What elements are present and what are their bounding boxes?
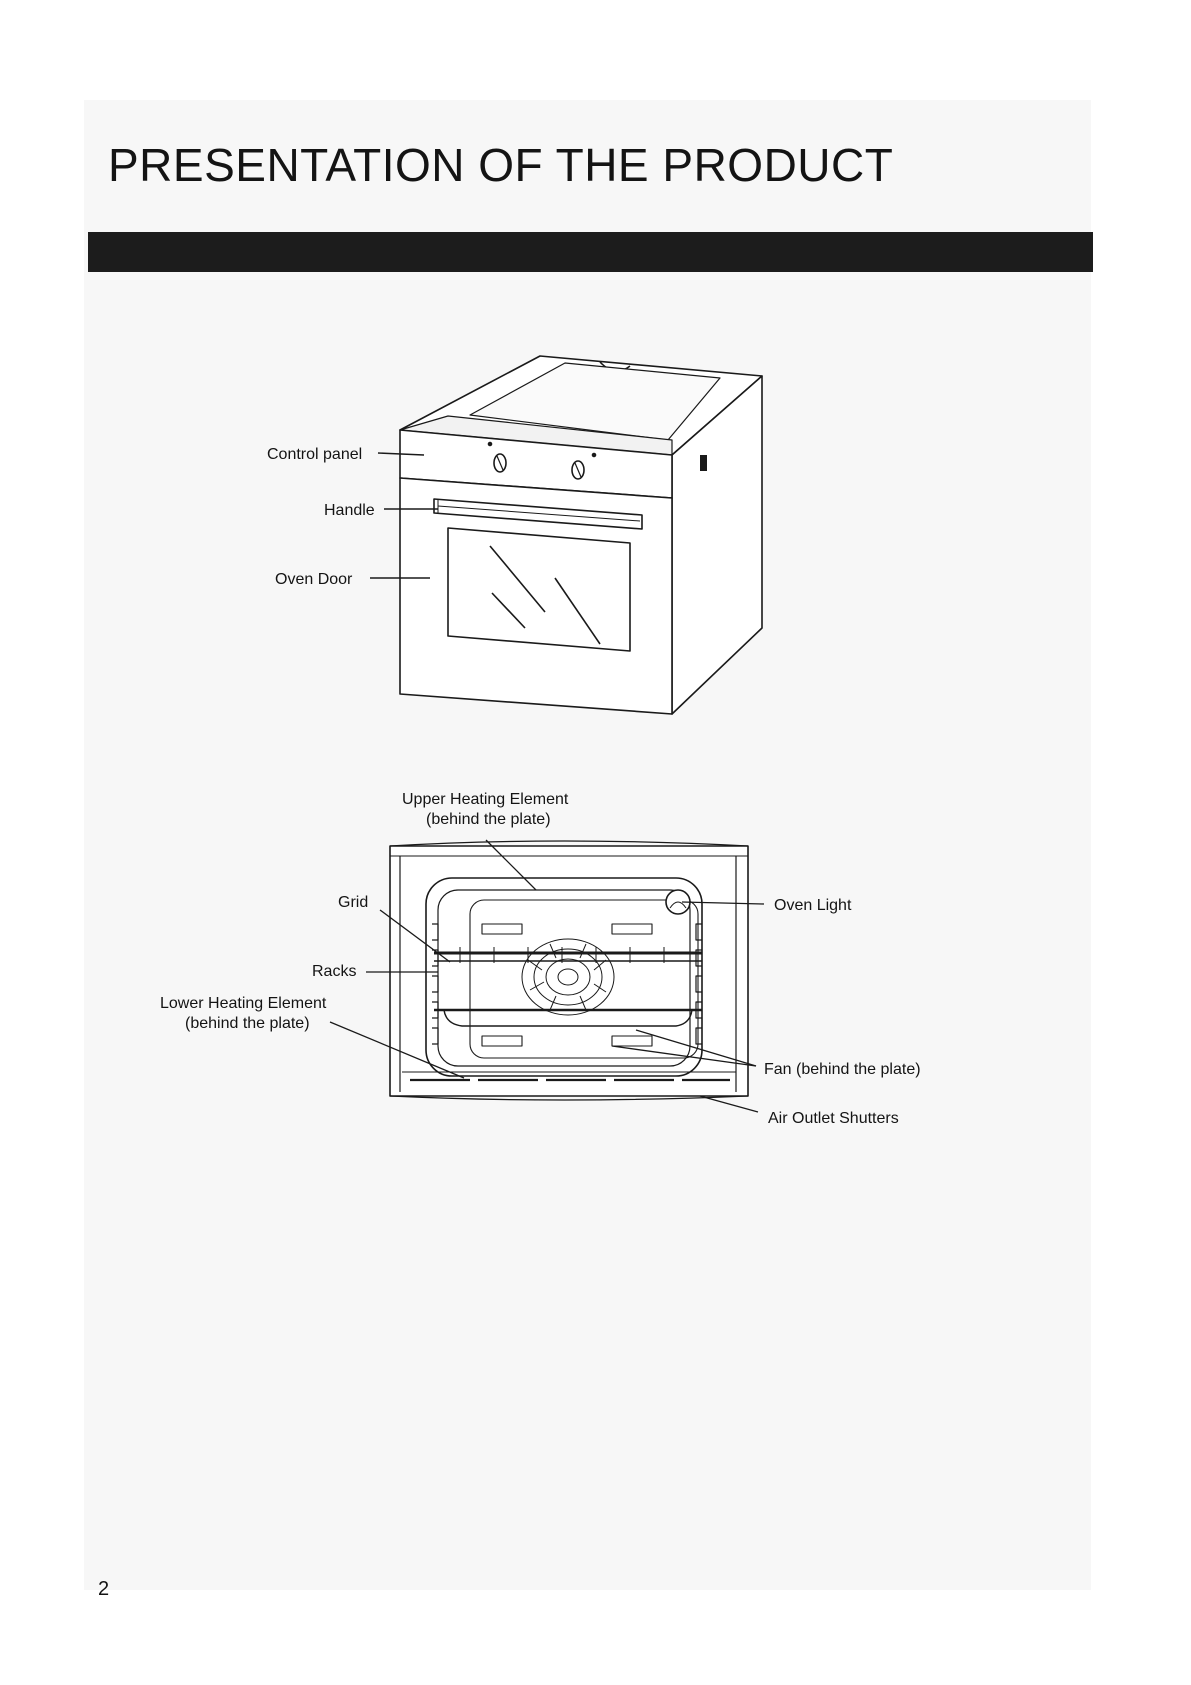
label-fan: Fan (behind the plate) [764, 1061, 921, 1078]
label-upper-heating-line1: Upper Heating Element [402, 791, 569, 808]
label-handle: Handle [324, 502, 375, 519]
label-air-outlet-shutters: Air Outlet Shutters [768, 1110, 899, 1127]
label-oven-door: Oven Door [275, 571, 353, 588]
label-lower-heating-line1: Lower Heating Element [160, 995, 327, 1012]
page-title: PRESENTATION OF THE PRODUCT [108, 139, 894, 191]
page-number: 2 [98, 1578, 110, 1600]
label-oven-light: Oven Light [774, 897, 852, 914]
labels-exterior [267, 446, 375, 588]
oven-interior-illustration [390, 841, 748, 1100]
label-grid: Grid [338, 894, 369, 911]
label-lower-heating-line2: (behind the plate) [185, 1015, 310, 1032]
label-racks: Racks [312, 963, 357, 980]
oven-exterior-illustration [400, 356, 762, 714]
label-control-panel: Control panel [267, 446, 363, 463]
label-upper-heating-line2: (behind the plate) [426, 811, 551, 828]
